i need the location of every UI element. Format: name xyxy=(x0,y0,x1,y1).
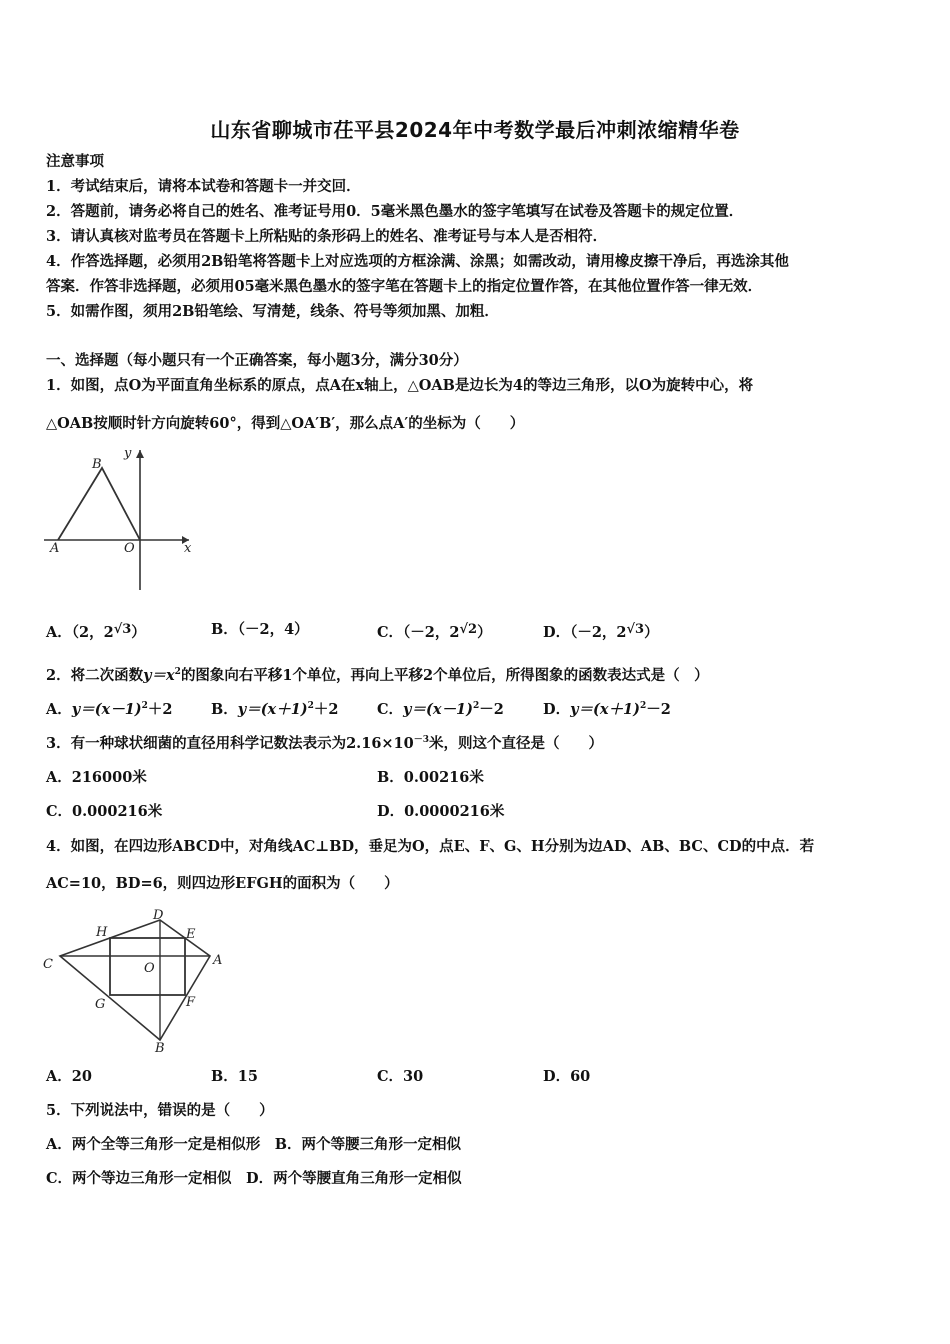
q4-label-c: C xyxy=(43,957,53,972)
q2-option-c-func: y＝(x－1) xyxy=(403,701,473,718)
notice-item-1: 1．考试结束后，请将本试卷和答题卡一并交回． xyxy=(46,178,361,195)
q2-stem-exp: 2 xyxy=(174,667,181,677)
q2-option-b-label: B． xyxy=(211,701,238,718)
q2-option-b-exp: 2 xyxy=(307,701,314,711)
q4-option-d: D．60 xyxy=(543,1068,591,1085)
q2-option-d xyxy=(543,700,671,720)
page-title: 山东省聊城市茌平县2024年中考数学最后冲刺浓缩精华卷 xyxy=(210,118,740,142)
q4-label-o: O xyxy=(144,961,155,976)
q3-stem-exp: －3 xyxy=(413,735,429,745)
q5-stem: 5．下列说法中，错误的是（ ） xyxy=(46,1102,274,1119)
q1-option-a-close: ） xyxy=(131,624,146,641)
q1-stem-line1: 1．如图，点O为平面直角坐标系的原点，点A在x轴上，△OAB是边长为4的等边三角形，以O为旋转中心，将 xyxy=(46,377,754,394)
q2-option-d-func: y＝(x＋1) xyxy=(570,701,640,718)
q1-option-a-root: √3 xyxy=(113,622,132,637)
notice-item-4: 4．作答选择题，必须用2B铅笔将答题卡上对应选项的方框涂满、涂黑；如需改动，请用橡皮擦干净后，再选涂其他 xyxy=(46,253,789,270)
q2-option-a-label: A． xyxy=(46,701,72,718)
q2-option-c-exp: 2 xyxy=(472,701,480,711)
q3-stem xyxy=(46,734,603,754)
q4-option-c: C．30 xyxy=(377,1068,424,1085)
q2-option-c-label: C． xyxy=(377,701,404,718)
q4-label-f: F xyxy=(186,995,196,1010)
q1-option-c-close: ） xyxy=(477,624,492,641)
q5-options-row1: A．两个全等三角形一定是相似形 B．两个等腰三角形一定相似 xyxy=(46,1136,462,1153)
q4-stem-line1: 4．如图，在四边形ABCD中，对角线AC⊥BD，垂足为O，点E、F、G、H分别为边AD、AB、BC、CD的中点．若 xyxy=(46,838,815,855)
q2-stem-pre: 2．将二次函数 xyxy=(46,667,144,684)
q1-option-d-close: ） xyxy=(644,624,659,641)
q4-figure xyxy=(40,904,240,1054)
section-heading: 一、选择题（每小题只有一个正确答案，每小题3分，满分30分） xyxy=(46,352,468,369)
q3-option-a: A．216000米 xyxy=(46,769,147,786)
q2-option-d-tail: －2 xyxy=(646,701,671,718)
notice-heading: 注意事项 xyxy=(46,153,104,170)
q4-label-d: D xyxy=(153,908,164,923)
q3-option-d: D．0.0000216米 xyxy=(377,803,505,820)
q3-stem-pre: 3．有一种球状细菌的直径用科学记数法表示为2.16×10 xyxy=(46,735,414,752)
q1-option-d xyxy=(543,620,659,643)
q1-option-b-text: B．（－2，4） xyxy=(211,621,309,638)
q1-label-b: B xyxy=(92,457,102,472)
q4-option-a: A．20 xyxy=(46,1068,92,1085)
q2-option-d-label: D． xyxy=(543,701,571,718)
q1-figure xyxy=(44,444,204,594)
notice-item-4-cont: 答案．作答非选择题，必须用05毫米黑色墨水的签字笔在答题卡上的指定位置作答，在其他位置作答一律无效． xyxy=(46,278,763,295)
q2-option-c xyxy=(377,700,504,720)
q1-label-a: A xyxy=(50,541,60,556)
q2-option-a xyxy=(46,700,173,720)
notice-item-3: 3．请认真核对监考员在答题卡上所粘贴的条形码上的姓名、准考证号与本人是否相符． xyxy=(46,228,608,245)
q1-option-c-text: C．（－2，2 xyxy=(377,624,460,641)
q2-option-b-func: y＝(x＋1) xyxy=(237,701,308,718)
q1-option-d-root: √3 xyxy=(626,622,645,637)
notice-item-2: 2．答题前，请务必将自己的姓名、准考证号用0．5毫米黑色墨水的签字笔填写在试卷及答题卡的规定位置． xyxy=(46,203,744,220)
q1-option-a-text: A．（2，2 xyxy=(46,624,114,641)
notice-item-5: 5．如需作图，须用2B铅笔绘、写清楚，线条、符号等须加黑、加粗． xyxy=(46,303,499,320)
q2-option-a-func: y＝(x－1) xyxy=(71,701,142,718)
q1-option-a xyxy=(46,620,146,643)
q4-label-a: A xyxy=(213,953,223,968)
q4-label-e: E xyxy=(186,927,196,942)
q4-option-b: B．15 xyxy=(211,1068,258,1085)
q2-stem-post: 的图象向右平移1个单位，再向上平移2个单位后，所得图象的函数表达式是（ ） xyxy=(180,667,709,684)
q1-option-d-text: D．（－2，2 xyxy=(543,624,627,641)
q4-label-b: B xyxy=(155,1041,165,1054)
q2-option-a-tail: ＋2 xyxy=(147,701,173,718)
q1-stem-line2: △OAB按顺时针方向旋转60°，得到△OA′B′，那么点A′的坐标为（ ） xyxy=(46,415,525,432)
q2-stem xyxy=(46,666,709,686)
q3-stem-post: 米，则这个直径是（ ） xyxy=(429,735,603,752)
q4-label-h: H xyxy=(96,925,108,940)
q1-option-b xyxy=(211,620,309,640)
q4-label-g: G xyxy=(95,997,106,1012)
q2-option-b-tail: ＋2 xyxy=(313,701,339,718)
q2-option-a-exp: 2 xyxy=(141,701,148,711)
q1-option-c-root: √2 xyxy=(459,622,478,637)
q3-option-c: C．0.000216米 xyxy=(46,803,163,820)
q2-option-c-tail: －2 xyxy=(479,701,504,718)
q2-option-b xyxy=(211,700,339,720)
q1-label-o: O xyxy=(124,541,135,556)
q1-option-c xyxy=(377,620,492,643)
q1-label-y: y xyxy=(124,446,132,461)
q2-option-d-exp: 2 xyxy=(639,701,647,711)
q5-options-row2: C．两个等边三角形一定相似 D．两个等腰直角三角形一定相似 xyxy=(46,1170,462,1187)
q1-label-x: x xyxy=(184,541,192,556)
q3-option-b: B．0.00216米 xyxy=(377,769,484,786)
q2-stem-func: y＝x xyxy=(143,667,175,684)
q4-stem-line2: AC=10，BD=6，则四边形EFGH的面积为（ ） xyxy=(46,875,399,892)
